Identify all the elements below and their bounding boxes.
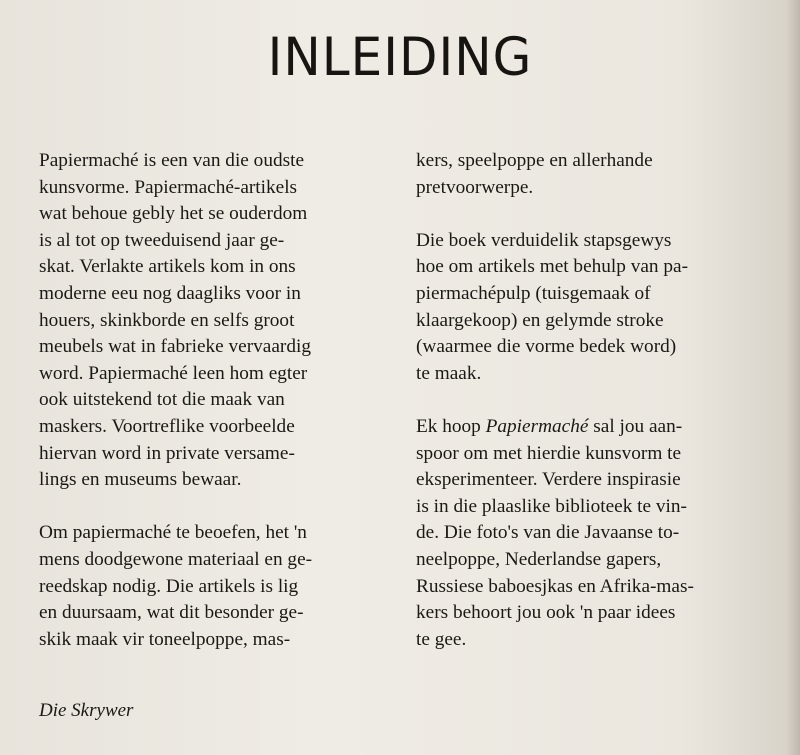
author-signature: Die Skrywer (39, 700, 134, 721)
text-line: mens doodgewone materiaal en ge- (39, 548, 313, 570)
text-line: hoe om artikels met behulp van pa- (416, 256, 688, 278)
paragraph-gap (416, 201, 776, 228)
text-line: klaargekoop) en gelymde stroke (416, 309, 664, 331)
text-line: Papiermaché is een van die oudste (39, 150, 305, 171)
text-line: is al tot op tweeduisend jaar ge- (39, 229, 285, 251)
text-run: sal jou aan- (588, 415, 683, 437)
page-edge-shadow (786, 0, 800, 755)
text-line: skik maak vir toneelpoppe, mas- (39, 628, 291, 650)
left-column (39, 148, 401, 653)
paragraph-intro (39, 148, 401, 494)
text-run: Ek hoop (416, 415, 486, 437)
text-line: lings en museums bewaar. (39, 469, 242, 491)
text-line: (waarmee die vorme bedek word) (416, 336, 677, 358)
text-line: hiervan word in private versame- (39, 442, 295, 464)
page-title: INLEIDING (267, 26, 533, 88)
text-line: word. Papiermaché leen hom egter (39, 362, 308, 384)
paragraph-method (416, 228, 776, 388)
text-line: is in die plaaslike biblioteek te vin- (416, 495, 687, 517)
text-line: maskers. Voortreflike voorbeelde (39, 415, 295, 437)
text-line: reedskap nodig. Die artikels is lig (39, 575, 299, 597)
paragraph-gap (416, 387, 776, 414)
text-line: kunsvorme. Papiermaché-artikels (39, 176, 298, 198)
text-line: eksperimenteer. Verdere inspirasie (416, 469, 681, 491)
right-column (416, 148, 776, 653)
text-line: pretvoorwerpe. (416, 176, 534, 198)
text-line: de. Die foto's van die Javaanse to- (416, 522, 680, 544)
paragraph-inspiration (416, 414, 776, 653)
paragraph-continued (416, 148, 776, 201)
text-line: en duursaam, wat dit besonder ge- (39, 602, 304, 624)
text-line: te gee. (416, 628, 467, 650)
text-line: meubels wat in fabrieke vervaardig (39, 336, 311, 358)
text-line: Die boek verduidelik stapsgewys (416, 229, 672, 251)
text-line: Russiese baboesjkas en Afrika-mas- (416, 575, 694, 597)
text-line: skat. Verlakte artikels kom in ons (39, 256, 296, 278)
paragraph-gap (39, 494, 401, 521)
text-line: kers behoort jou ook 'n paar idees (416, 602, 676, 624)
text-line: houers, skinkborde en selfs groot (39, 309, 295, 331)
text-line: te maak. (416, 362, 482, 384)
paragraph-materials (39, 520, 401, 653)
text-line (416, 414, 776, 441)
text-line: ook uitstekend tot die maak van (39, 389, 285, 411)
text-line: Om papiermaché te beoefen, het 'n (39, 522, 307, 544)
text-line: spoor om met hierdie kunsvorm te (416, 442, 682, 464)
text-line: piermachépulp (tuisgemaak of (416, 282, 651, 304)
text-line: wat behoue gebly het se ouderdom (39, 203, 308, 225)
text-line: moderne eeu nog daagliks voor in (39, 282, 301, 304)
book-title-emphasis: Papiermaché (485, 415, 589, 437)
text-line: neelpoppe, Nederlandse gapers, (416, 548, 662, 570)
text-line: kers, speelpoppe en allerhande (416, 150, 653, 171)
